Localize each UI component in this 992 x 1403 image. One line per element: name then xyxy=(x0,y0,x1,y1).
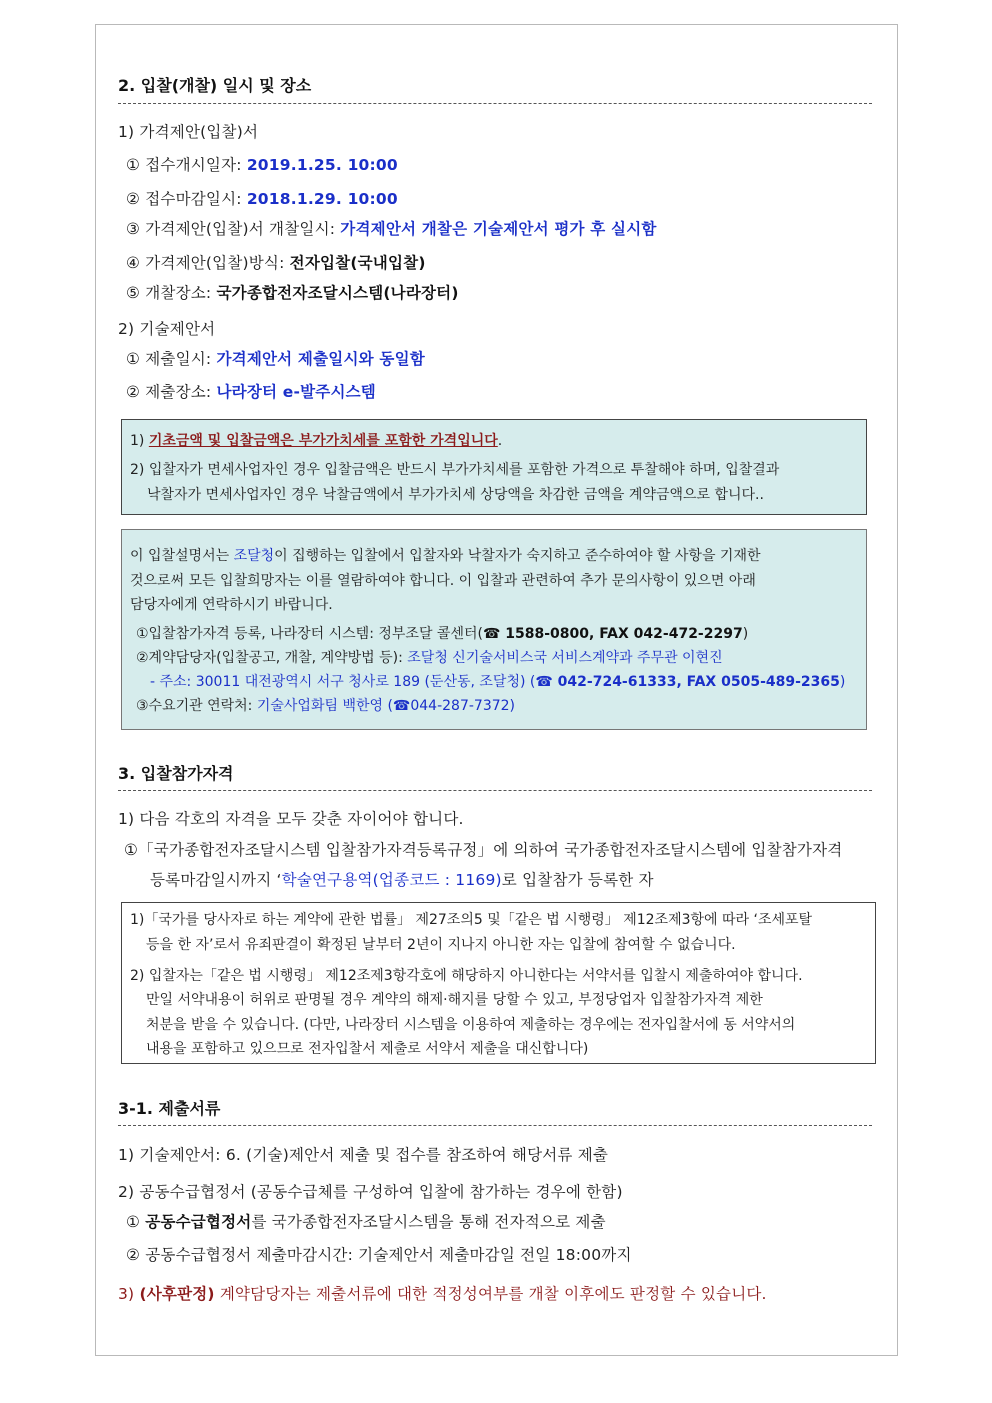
divider xyxy=(118,1125,872,1126)
row-value: 2019.1.25. 10:00 xyxy=(246,156,398,174)
docs-sub-2: ② 공동수급협정서 제출마감시간: 기술제안서 제출마감일 전일 18:00까지 xyxy=(126,1246,632,1264)
row-submit-place xyxy=(126,380,376,402)
contact-value: 조달청 신기술서비스국 서비스계약과 주무관 이현진 xyxy=(407,650,723,666)
text: 등록마감일시까지 ‘ xyxy=(150,871,282,889)
divider xyxy=(118,103,872,104)
section-2-title: 2. 입찰(개찰) 일시 및 장소 xyxy=(118,76,312,95)
address: - 주소: 30011 대전광역시 서구 청사로 189 (둔산동, 조달청) ( xyxy=(150,674,536,690)
qualification-intro: 1) 다음 각호의 자격을 모두 갖춘 자이어야 합니다. xyxy=(118,810,464,828)
row-label: ② 제출장소: xyxy=(126,383,217,401)
row-deadline xyxy=(126,187,398,209)
contact-phone: ☎ 1588-0800, FAX 042-472-2297 xyxy=(482,626,743,642)
contact-intro-line-3: 담당자에게 연락하시기 바랍니다. xyxy=(130,597,333,613)
restriction-line-2b: 만일 서약내용이 허위로 판명될 경우 계약의 해제·해지를 당할 수 있고, 부정당업자 입찰참가자격 제한 xyxy=(146,992,763,1008)
row-label: ③ 가격제안(입찰)서 개찰일시: xyxy=(126,220,341,238)
vat-notice-line-1 xyxy=(130,430,502,450)
list-number: 3) xyxy=(118,1285,140,1303)
row-value: 2018.1.29. 10:00 xyxy=(246,190,398,208)
restriction-line-2a: 2) 입찰자는「같은 법 시행령」 제12조제3항각호에 해당하지 아니한다는 서약서를 입찰시 제출하여야 합니다. xyxy=(130,968,803,984)
contact-label: ③수요기관 연락처: xyxy=(136,698,257,714)
row-label: ① 접수개시일자: xyxy=(126,156,247,174)
restriction-line-1a: 1)「국가를 당사자로 하는 계약에 관한 법률」 제27조의5 및「같은 법 시행령」 제12조제3항에 따라 ‘조세포탈 xyxy=(130,912,813,928)
qualification-item-1a: ①「국가종합전자조달시스템 입찰참가자격등록규정」에 의하여 국가종합전자조달시스템에 입찰참가자격 xyxy=(124,841,843,859)
contact-helpdesk xyxy=(136,623,748,643)
period: . xyxy=(497,433,503,449)
row-value: 가격제안서 개찰은 기술제안서 평가 후 실시함 xyxy=(340,220,657,238)
text: 계약담당자는 제출서류에 대한 적정성여부를 개찰 이후에도 판정할 수 있습니다. xyxy=(214,1285,767,1303)
text: 이 집행하는 입찰에서 입찰자와 낙찰자가 숙지하고 준수하여야 할 사항을 기재한 xyxy=(274,548,761,564)
row-value: 국가종합전자조달시스템(나라장터) xyxy=(216,284,459,302)
text: 이 입찰설명서는 xyxy=(130,548,234,564)
row-label: ② 접수마감일시: xyxy=(126,190,247,208)
item-price-proposal: 1) 가격제안(입찰)서 xyxy=(118,123,259,141)
contact-intro-line-2: 것으로써 모든 입찰희망자는 이를 열람하여야 합니다. 이 입찰과 관련하여 추가 문의사항이 있으면 아래 xyxy=(130,573,756,589)
row-opening-place xyxy=(126,281,459,303)
list-number: ① xyxy=(126,1213,146,1231)
paren: ) xyxy=(742,626,749,642)
docs-item-2: 2) 공동수급협정서 (공동수급체를 구성하여 입찰에 참가하는 경우에 한함) xyxy=(118,1183,623,1201)
section-3-1-title: 3-1. 제출서류 xyxy=(118,1099,221,1118)
contact-label: ②계약담당자(입찰공고, 개찰, 계약방법 등): xyxy=(136,650,408,666)
row-value: 가격제안서 제출일시와 동일함 xyxy=(216,350,425,368)
text: 를 국가종합전자조달시스템을 통해 전자적으로 제출 xyxy=(251,1213,606,1231)
restriction-line-2c: 처분을 받을 수 있습니다. (다만, 나라장터 시스템을 이용하여 제출하는 경우에는 전자입찰서에 동 서약서의 xyxy=(146,1017,796,1033)
docs-item-1: 1) 기술제안서: 6. (기술)제안서 제출 및 접수를 참조하여 해당서류 제출 xyxy=(118,1146,609,1164)
contact-phone: ☎ 042-724-61333, FAX 0505-489-2365 xyxy=(535,674,840,690)
industry-code: 학술연구용역(업종코드 : 1169) xyxy=(281,871,502,889)
row-label: ① 제출일시: xyxy=(126,350,217,368)
section-3-title: 3. 입찰참가자격 xyxy=(118,764,234,783)
vat-notice-highlight: 기초금액 및 입찰금액은 부가가치세를 포함한 가격입니다 xyxy=(148,433,498,449)
row-value: 나라장터 e-발주시스템 xyxy=(216,383,376,401)
text: 로 입찰참가 등록한 자 xyxy=(501,871,654,889)
row-opening-date xyxy=(126,217,657,239)
item-tech-proposal: 2) 기술제안서 xyxy=(118,320,216,338)
contact-address xyxy=(150,671,845,691)
docs-sub-1 xyxy=(126,1210,606,1232)
vat-notice-line-2a: 2) 입찰자가 면세사업자인 경우 입찰금액은 반드시 부가가치세를 포함한 가격으로 투찰해야 하며, 입찰결과 xyxy=(130,462,780,478)
contact-officer xyxy=(136,647,723,667)
agency-name: 조달청 xyxy=(233,548,275,564)
list-number: 1) xyxy=(130,433,149,449)
row-start-date xyxy=(126,153,398,175)
divider xyxy=(118,790,872,791)
qualification-item-1b xyxy=(150,868,654,890)
row-label: ④ 가격제안(입찰)방식: xyxy=(126,254,290,272)
docs-item-3 xyxy=(118,1282,767,1304)
row-label: ⑤ 개찰장소: xyxy=(126,284,217,302)
contact-value: 기술사업화팀 백한영 (☎044-287-7372) xyxy=(256,698,515,714)
row-value: 전자입찰(국내입찰) xyxy=(289,254,426,272)
row-bid-method xyxy=(126,251,426,273)
restriction-line-2d: 내용을 포함하고 있으므로 전자입찰서 제출로 서약서 제출을 대신합니다) xyxy=(146,1041,589,1057)
contact-intro-line-1 xyxy=(130,545,761,565)
vat-notice-line-2b: 낙찰자가 면세사업자인 경우 낙찰금액에서 부가가치세 상당액을 차감한 금액을 계약금액으로 합니다.. xyxy=(147,487,764,503)
post-judgment-label: (사후판정) xyxy=(139,1285,215,1303)
row-submit-date xyxy=(126,347,425,369)
doc-name: 공동수급협정서 xyxy=(145,1213,252,1231)
contact-demand-agency xyxy=(136,695,515,715)
restriction-line-1b: 등을 한 자’로서 유죄판결이 확정된 날부터 2년이 지나지 아니한 자는 입찰에 참여할 수 없습니다. xyxy=(146,937,736,953)
contact-label: ①입찰참가자격 등록, 나라장터 시스템: 정부조달 콜센터( xyxy=(136,626,483,642)
paren: ) xyxy=(839,674,846,690)
